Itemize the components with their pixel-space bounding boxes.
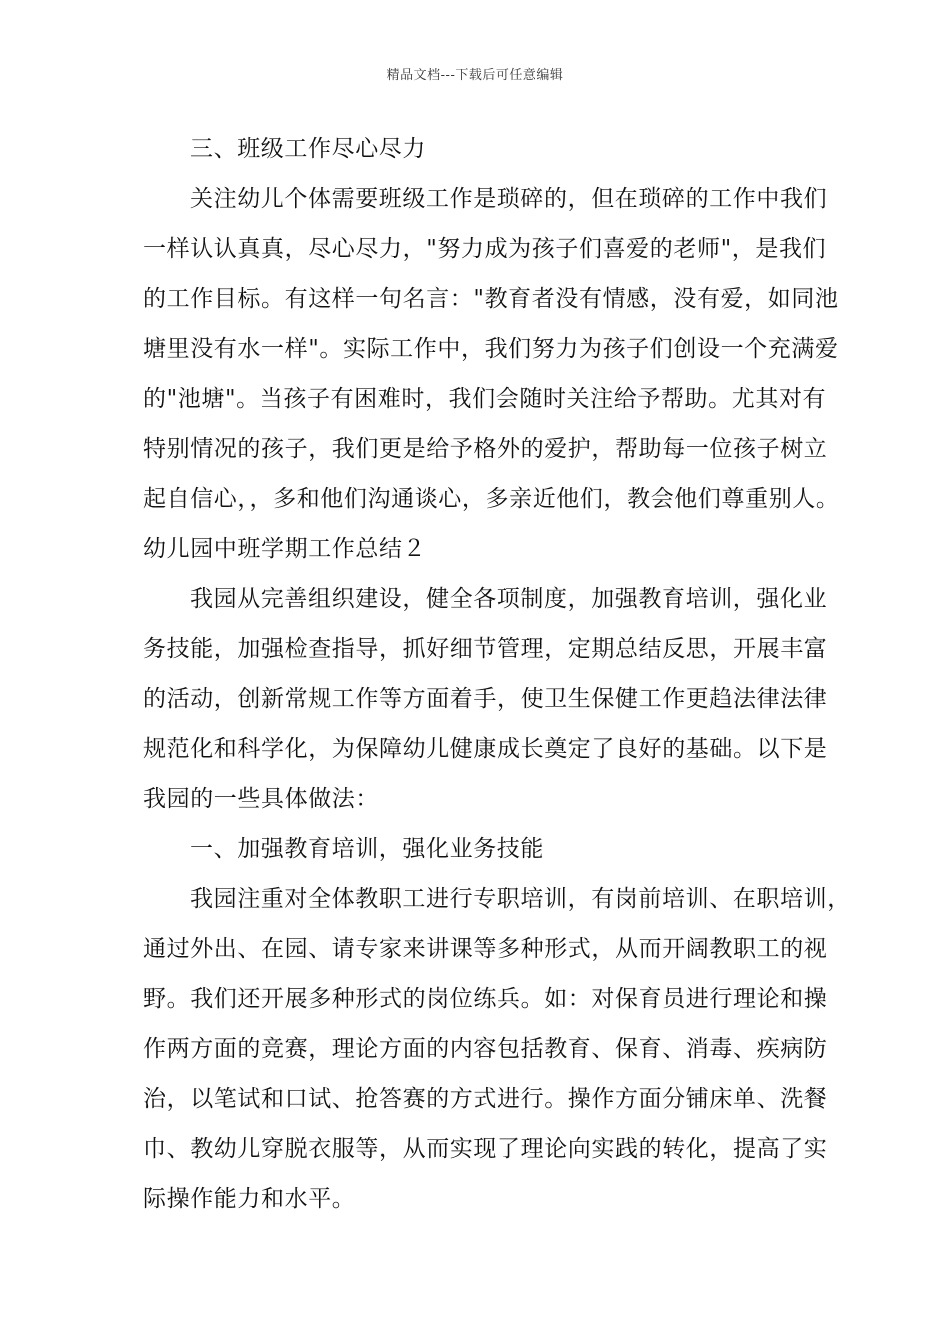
- paragraph-line: 我园从完善组织建设，健全各项制度，加强教育培训，强化业: [190, 586, 828, 612]
- page-header: 精品文档---下载后可任意编辑: [386, 68, 564, 83]
- document-title: 幼儿园中班学期工作总结２: [143, 536, 427, 562]
- paragraph-line: 一样认认真真，尽心尽力，"努力成为孩子们喜爱的老师"，是我们: [143, 236, 827, 262]
- paragraph-line: 际操作能力和水平。: [143, 1186, 356, 1212]
- section-heading: 一、加强教育培训，强化业务技能: [190, 836, 544, 862]
- paragraph-line: 我园注重对全体教职工进行专职培训，有岗前培训、在职培训，: [190, 886, 851, 912]
- paragraph-line: 巾、教幼儿穿脱衣服等，从而实现了理论向实践的转化，提高了实: [143, 1136, 828, 1162]
- section-heading: 三、班级工作尽心尽力: [190, 136, 426, 162]
- paragraph-line: 野。我们还开展多种形式的岗位练兵。如：对保育员进行理论和操: [143, 986, 828, 1012]
- paragraph-line: 我园的一些具体做法：: [143, 786, 379, 812]
- paragraph-line: 治，以笔试和口试、抢答赛的方式进行。操作方面分铺床单、洗餐: [143, 1086, 828, 1112]
- paragraph-line: 起自信心，，多和他们沟通谈心，多亲近他们，教会他们尊重别人。: [143, 486, 840, 512]
- paragraph-line: 的活动，创新常规工作等方面着手，使卫生保健工作更趋法律法律: [143, 686, 828, 712]
- paragraph-line: 塘里没有水一样"。实际工作中，我们努力为孩子们创设一个充满爱: [143, 336, 839, 362]
- paragraph-line: 关注幼儿个体需要班级工作是琐碎的，但在琐碎的工作中我们: [190, 186, 828, 212]
- paragraph-line: 规范化和科学化，为保障幼儿健康成长奠定了良好的基础。以下是: [143, 736, 828, 762]
- paragraph-line: 特别情况的孩子，我们更是给予格外的爱护，帮助每一位孩子树立: [143, 436, 828, 462]
- paragraph-line: 通过外出、在园、请专家来讲课等多种形式，从而开阔教职工的视: [143, 936, 828, 962]
- document-body: [143, 124, 851, 1224]
- paragraph-line: 的"池塘"。当孩子有困难时，我们会随时关注给予帮助。尤其对有: [143, 386, 827, 412]
- paragraph-line: 务技能，加强检查指导，抓好细节管理，定期总结反思，开展丰富: [143, 636, 828, 662]
- paragraph-line: 的工作目标。有这样一句名言："教育者没有情感，没有爱，如同池: [143, 286, 839, 312]
- paragraph-line: 作两方面的竞赛，理论方面的内容包括教育、保育、消毒、疾病防: [143, 1036, 828, 1062]
